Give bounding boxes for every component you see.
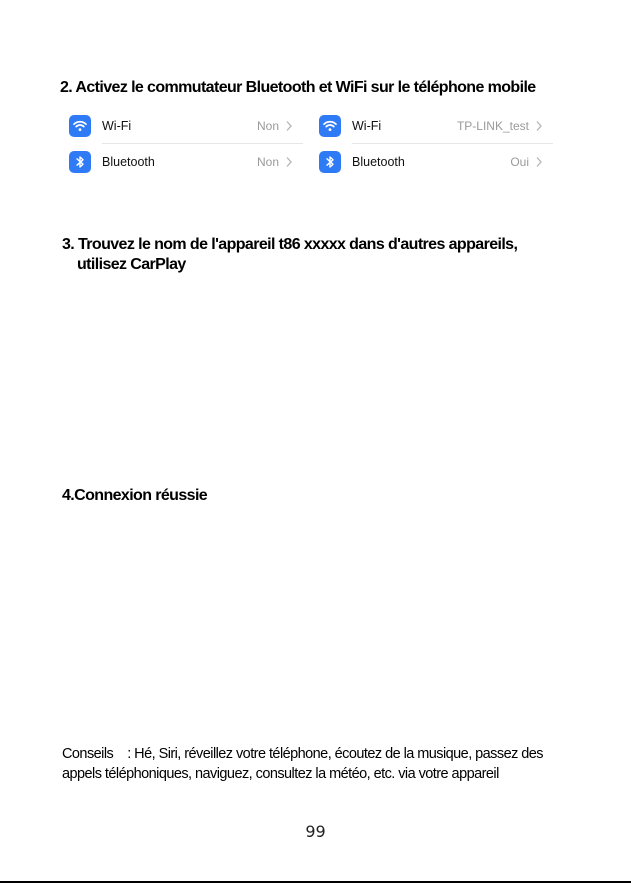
- bluetooth-status: Oui: [510, 154, 529, 169]
- bluetooth-label: Bluetooth: [352, 154, 405, 169]
- wifi-icon: [69, 115, 91, 137]
- wifi-status: Non: [256, 118, 279, 133]
- step4-heading: 4.Connexion réussie: [62, 487, 208, 504]
- bluetooth-icon: [319, 151, 341, 173]
- page-number: 99: [305, 822, 326, 841]
- settings-panel-on: [316, 108, 553, 178]
- bluetooth-row[interactable]: [66, 144, 303, 179]
- wifi-icon: [319, 115, 341, 137]
- bluetooth-label: Bluetooth: [102, 154, 155, 169]
- bluetooth-status: Non: [256, 154, 279, 169]
- wifi-label: Wi-Fi: [102, 118, 132, 133]
- step2-heading: 2. Activez le commutateur Bluetooth et WiFi sur le téléphone mobile: [60, 79, 536, 96]
- bluetooth-icon: [69, 151, 91, 173]
- tips-paragraph: [62, 744, 567, 784]
- wifi-row[interactable]: [316, 108, 553, 143]
- chevron-right-icon: [285, 156, 293, 168]
- tips-label: Conseils: [62, 746, 114, 762]
- chevron-right-icon: [535, 120, 543, 132]
- wifi-label: Wi-Fi: [352, 118, 382, 133]
- step3-heading-line2: utilisez CarPlay: [77, 256, 186, 273]
- step3-heading: [62, 235, 582, 275]
- wifi-row[interactable]: [66, 108, 303, 143]
- bluetooth-row[interactable]: [316, 144, 553, 179]
- step3-heading-line1: 3. Trouvez le nom de l'appareil t86 xxxxx dans d'autres appareils,: [62, 236, 518, 253]
- chevron-right-icon: [285, 120, 293, 132]
- tips-text: : Hé, Siri, réveillez votre téléphone, écoutez de la musique, passez des appels téléphoniques, naviguez, consultez la météo, etc. via votre appareil: [62, 746, 544, 782]
- settings-panel-off: [66, 108, 303, 178]
- chevron-right-icon: [535, 156, 543, 168]
- wifi-network-name: TP-LINK_test: [456, 118, 529, 133]
